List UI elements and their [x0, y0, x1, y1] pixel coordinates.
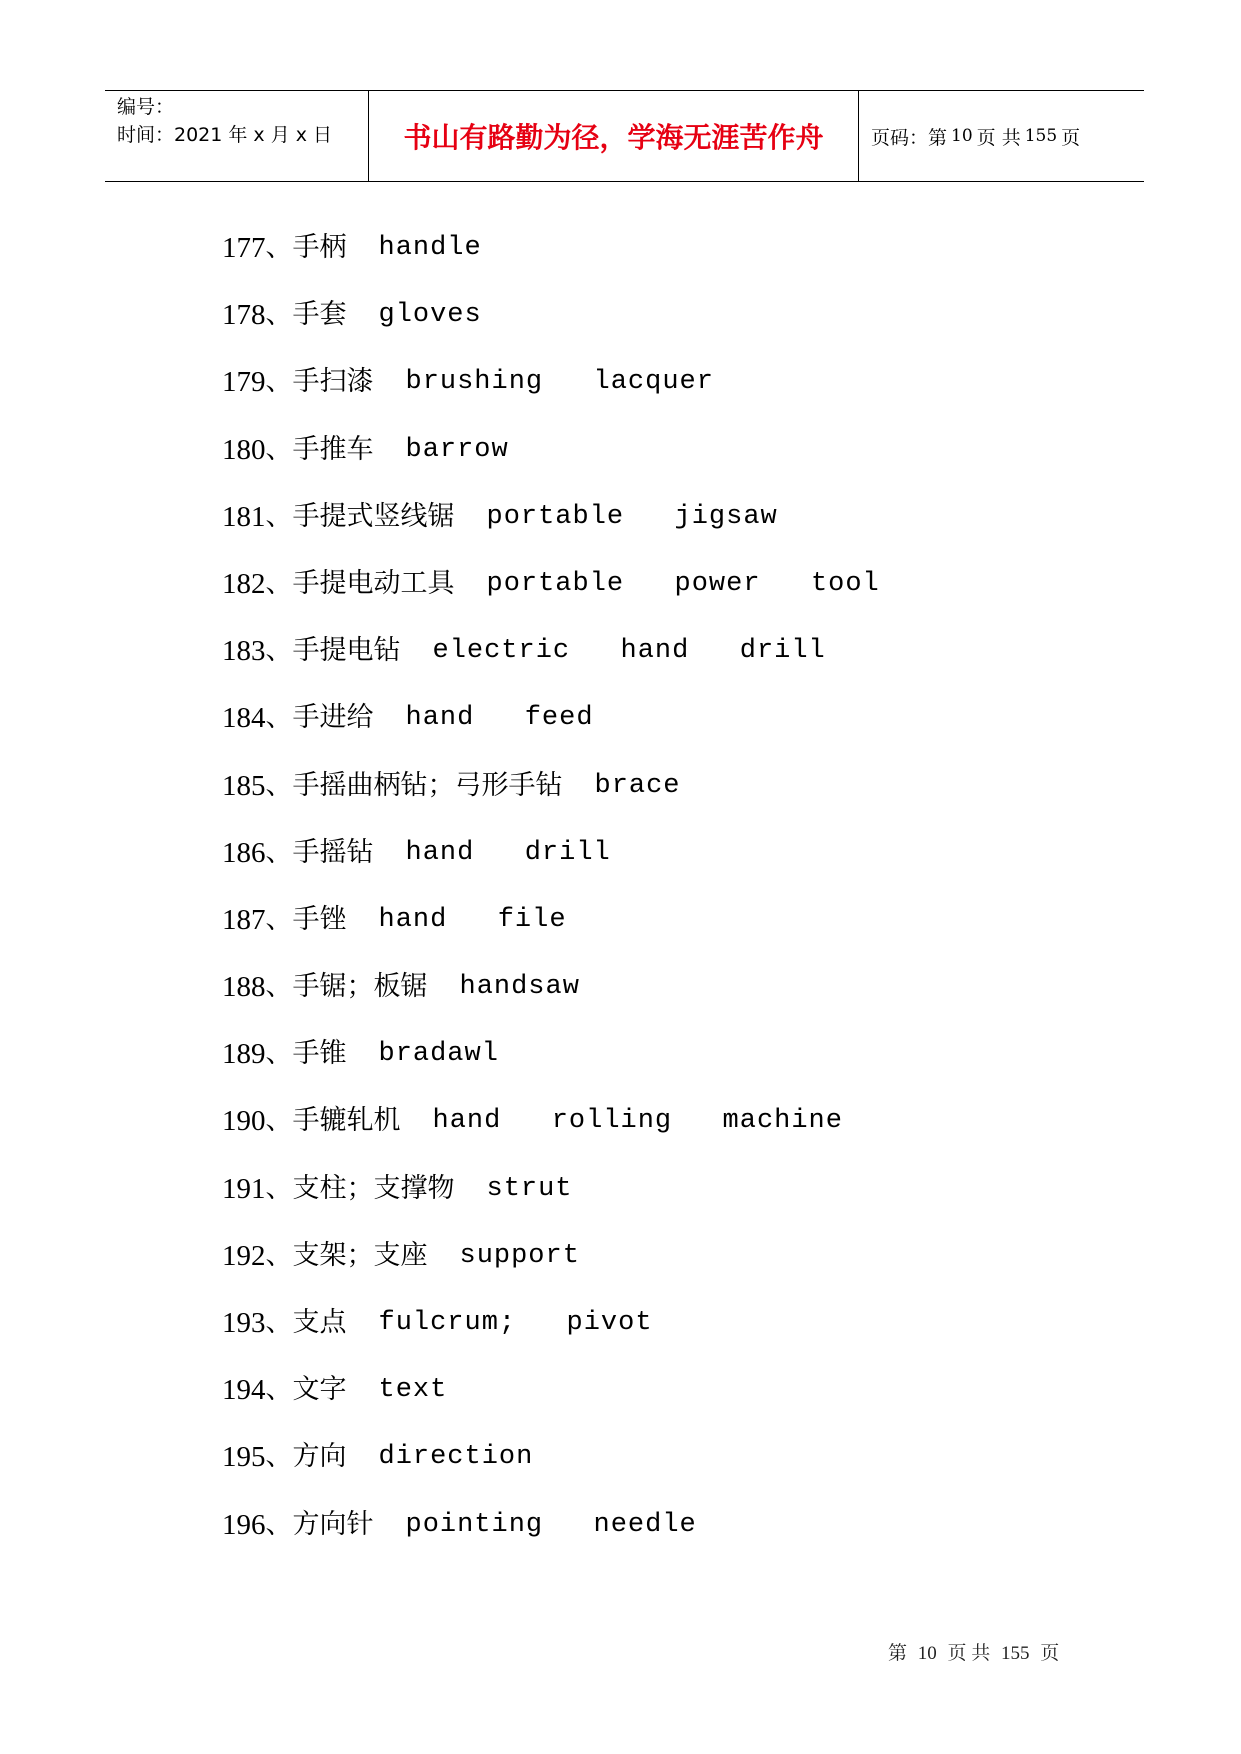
term-english: portable power tool: [486, 568, 880, 599]
term-row: [222, 1236, 880, 1303]
footer-mid: 页 共: [947, 1643, 991, 1664]
term-index: 180: [222, 433, 266, 466]
footer-suffix: 页: [1040, 1643, 1060, 1664]
header-page-number: [859, 91, 1144, 181]
term-index: 179: [222, 366, 266, 399]
term-english: handle: [378, 233, 482, 263]
term-index: 189: [222, 1038, 266, 1071]
term-chinese: 手摇钻: [292, 836, 374, 868]
term-separator: 、: [265, 500, 293, 532]
term-separator: 、: [265, 1038, 293, 1070]
term-english: hand rolling machine: [432, 1106, 843, 1137]
term-index: 186: [222, 836, 266, 869]
term-index: 185: [222, 769, 266, 802]
term-separator: 、: [265, 1307, 293, 1338]
term-row: [222, 430, 880, 497]
term-english: bradawl: [378, 1039, 499, 1070]
term-index: 183: [222, 635, 266, 668]
term-chinese: 手提电钻: [292, 635, 401, 667]
term-index: 182: [222, 567, 266, 600]
term-row: [222, 1034, 880, 1101]
term-chinese: 文字: [292, 1374, 347, 1406]
term-english: hand feed: [405, 703, 594, 734]
term-row: [222, 228, 880, 295]
term-english: strut: [486, 1173, 573, 1204]
term-index: 195: [222, 1441, 266, 1474]
term-row: [222, 1303, 880, 1370]
term-chinese: 方向针: [292, 1508, 374, 1540]
term-index: 178: [222, 299, 266, 332]
date-label: 时间：2021 年 x 月 x 日: [117, 124, 333, 146]
term-english: brushing lacquer: [405, 367, 714, 398]
term-index: 193: [222, 1307, 266, 1339]
term-separator: 、: [265, 1441, 293, 1473]
term-separator: 、: [265, 903, 293, 935]
term-row: [222, 833, 880, 900]
page-footer: [888, 1638, 1065, 1665]
term-separator: 、: [265, 836, 293, 868]
footer-current: 10: [917, 1643, 937, 1664]
term-english: brace: [594, 770, 681, 801]
term-index: 181: [222, 500, 266, 533]
page-current: 10: [951, 126, 973, 146]
header-meta: [105, 91, 369, 181]
term-separator: 、: [265, 366, 293, 398]
footer-total: 155: [1001, 1643, 1030, 1664]
term-chinese: 手扫漆: [292, 366, 374, 398]
term-index: 194: [222, 1374, 266, 1407]
term-row: [222, 1370, 880, 1437]
term-chinese: 手辘轧机: [292, 1105, 401, 1137]
term-row: [222, 564, 880, 631]
term-english: portable jigsaw: [486, 501, 778, 532]
header-motto: 书山有路勤为径，学海无涯苦作舟: [369, 91, 859, 181]
term-separator: 、: [265, 971, 293, 1003]
term-row: [222, 497, 880, 564]
page-mid: 页 共: [976, 126, 1021, 149]
term-separator: 、: [265, 232, 293, 263]
term-chinese: 手套: [292, 299, 347, 331]
page-header: [105, 90, 1144, 182]
term-index: 192: [222, 1239, 266, 1272]
term-separator: 、: [265, 1508, 293, 1540]
term-row: [222, 1169, 880, 1236]
term-english: direction: [378, 1442, 534, 1473]
term-index: 187: [222, 903, 266, 936]
term-separator: 、: [265, 1374, 293, 1406]
term-english: barrow: [405, 434, 509, 465]
term-chinese: 手推车: [292, 433, 374, 465]
term-separator: 、: [265, 1105, 293, 1137]
term-row: [222, 362, 880, 429]
term-row: [222, 631, 880, 698]
term-separator: 、: [265, 433, 293, 465]
term-english: hand drill: [405, 837, 611, 868]
term-chinese: 手进给: [292, 702, 374, 734]
term-english: gloves: [378, 300, 482, 331]
term-english: fulcrum; pivot: [378, 1308, 653, 1338]
term-chinese: 手锉: [292, 903, 347, 935]
term-index: 196: [222, 1508, 266, 1541]
term-row: [222, 698, 880, 765]
footer-prefix: 第: [888, 1643, 908, 1664]
term-english: pointing needle: [405, 1509, 697, 1540]
term-separator: 、: [265, 299, 293, 331]
term-row: [222, 1437, 880, 1504]
page-total: 155: [1024, 126, 1058, 146]
term-index: 190: [222, 1105, 266, 1138]
page-prefix: 页码：第: [871, 126, 948, 149]
term-chinese: 手摇曲柄钻；弓形手钻: [292, 769, 563, 801]
term-row: [222, 900, 880, 967]
term-separator: 、: [265, 1172, 293, 1204]
term-index: 184: [222, 702, 266, 735]
term-separator: 、: [265, 702, 293, 734]
term-chinese: 手提式竖线锯: [292, 500, 455, 532]
term-index: 177: [222, 232, 266, 264]
term-chinese: 方向: [292, 1441, 347, 1473]
term-chinese: 手锥: [292, 1038, 347, 1070]
term-chinese: 支架；支座: [292, 1239, 428, 1271]
term-chinese: 支柱；支撑物: [292, 1172, 455, 1204]
term-english: handsaw: [459, 972, 580, 1003]
term-separator: 、: [265, 567, 293, 599]
term-english: electric hand drill: [432, 636, 826, 667]
term-separator: 、: [265, 769, 293, 801]
serial-label: 编号：: [117, 96, 175, 118]
term-chinese: 手锯；板锯: [292, 971, 428, 1003]
term-english: support: [459, 1240, 580, 1271]
term-list: [222, 228, 880, 1572]
term-separator: 、: [265, 635, 293, 667]
term-separator: 、: [265, 1239, 293, 1271]
term-row: [222, 1505, 880, 1572]
term-row: [222, 967, 880, 1034]
term-english: hand file: [378, 904, 567, 935]
term-index: 188: [222, 971, 266, 1004]
term-chinese: 手提电动工具: [292, 567, 455, 599]
term-row: [222, 295, 880, 362]
term-chinese: 支点: [292, 1307, 347, 1338]
term-chinese: 手柄: [292, 232, 347, 263]
term-row: [222, 1101, 880, 1168]
term-row: [222, 766, 880, 833]
term-index: 191: [222, 1172, 266, 1205]
term-english: text: [378, 1375, 448, 1406]
page-suffix: 页: [1061, 126, 1081, 149]
